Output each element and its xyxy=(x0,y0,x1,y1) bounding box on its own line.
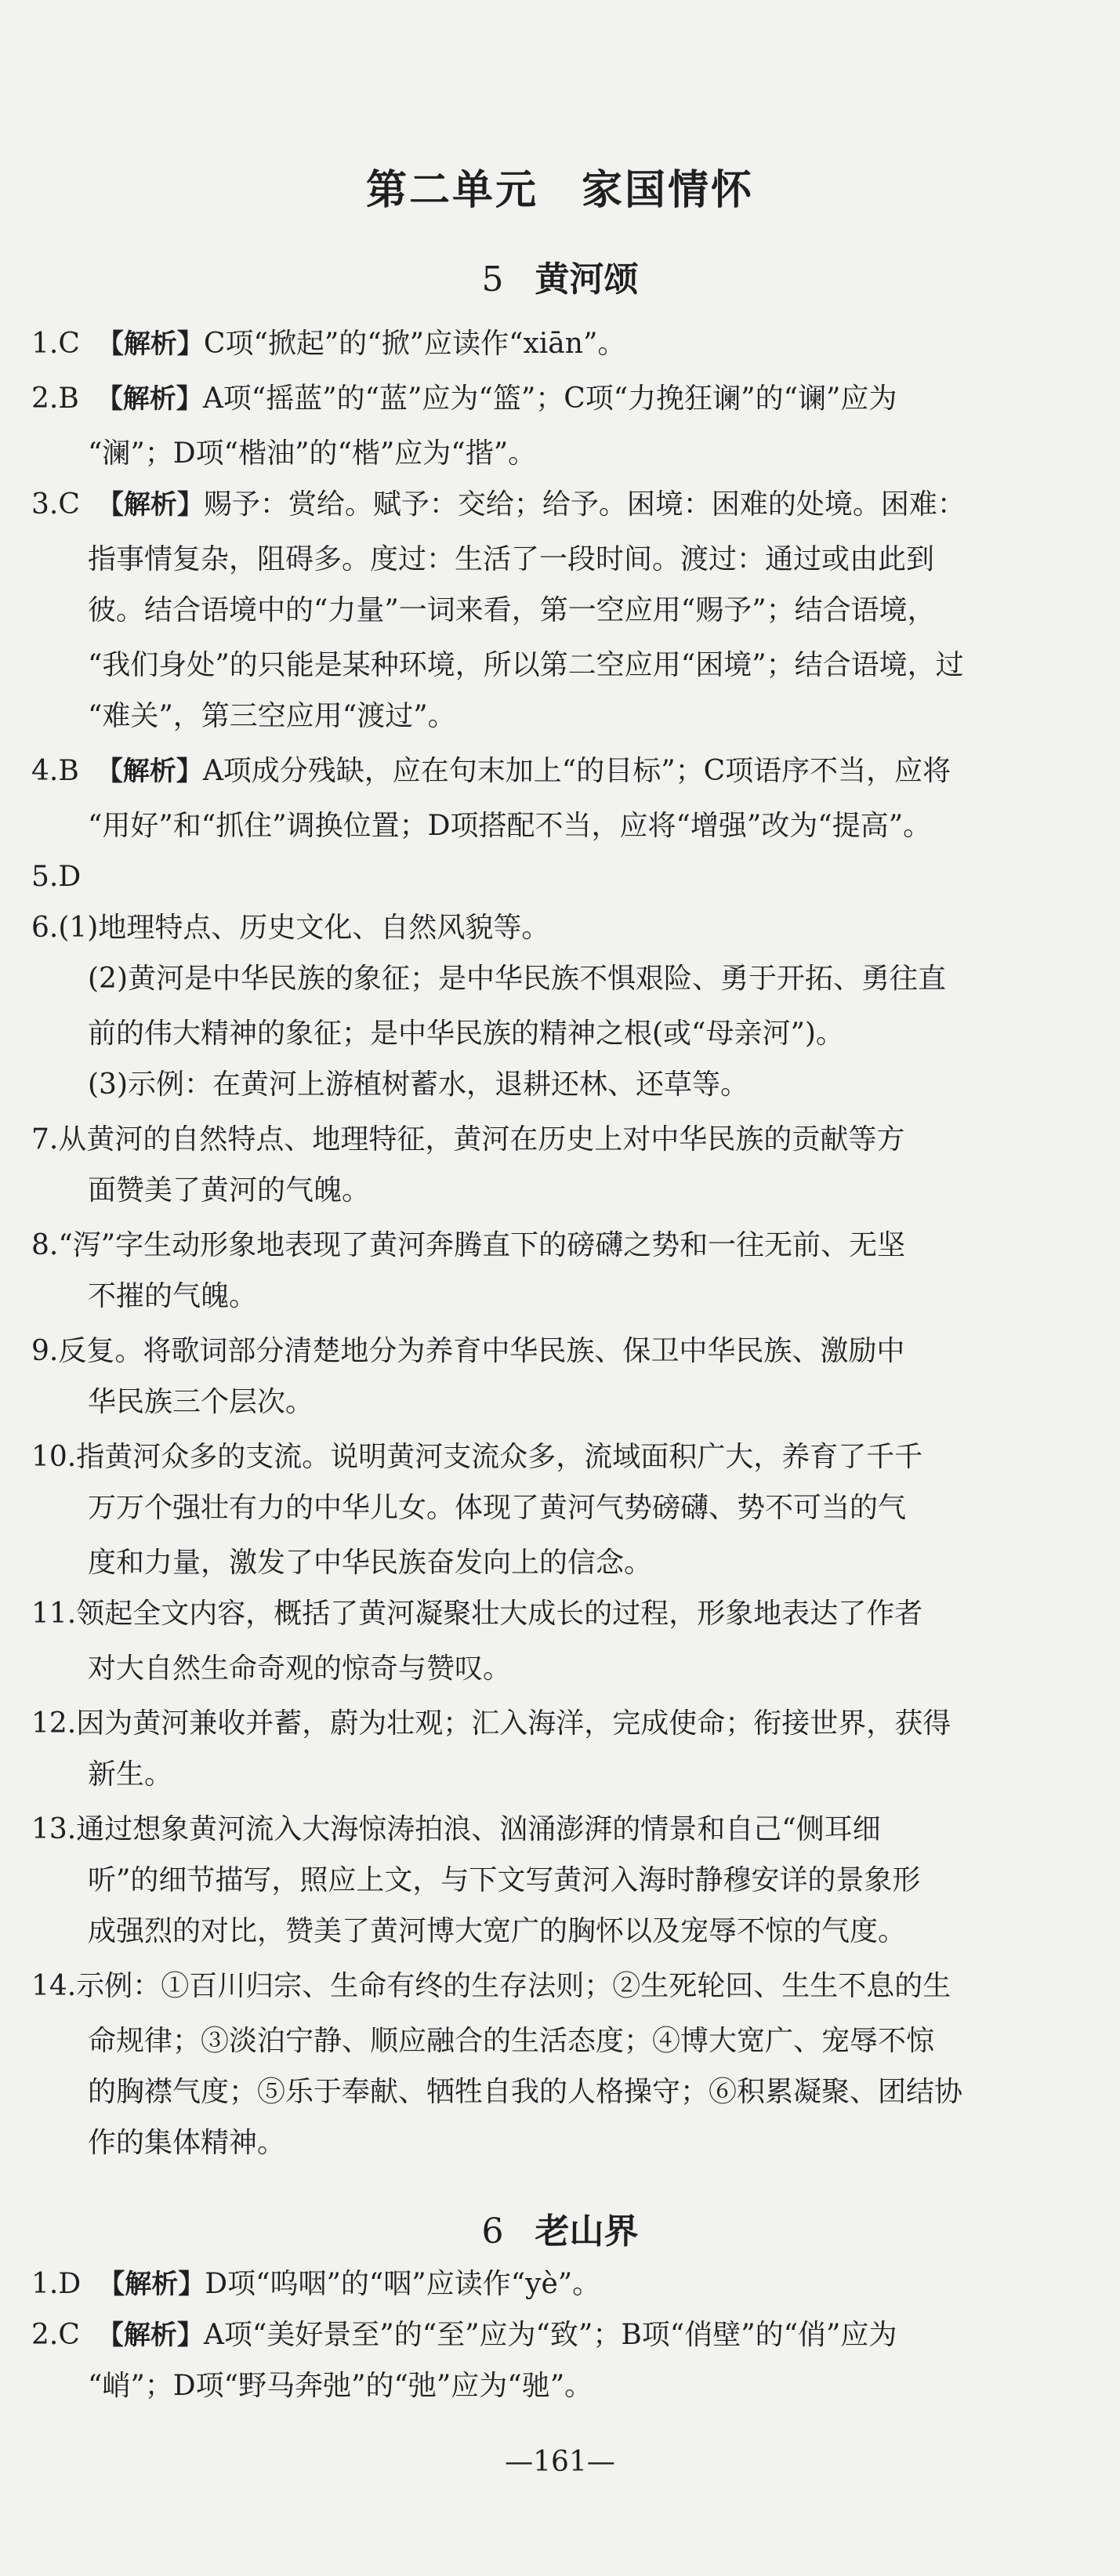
answer-line: 新生。 xyxy=(88,1758,173,1791)
answer-text: 因为黄河兼收并蓄，蔚为壮观；汇入海洋，完成使命；衔接世界，获得 xyxy=(76,1707,951,1740)
answer-line: 听”的细节描写，照应上文，与下文写黄河入海时静穆安详的景象形 xyxy=(88,1864,921,1896)
analysis-tag: 【解析】 xyxy=(96,2320,204,2351)
answer-line: 度和力量，激发了中华民族奋发向上的信念。 xyxy=(88,1547,653,1579)
answer-number-text: 1.D xyxy=(31,2268,82,2300)
answer-text: “泻”字生动形象地表现了黄河奔腾直下的磅礴之势和一往无前、无坚 xyxy=(58,1229,906,1261)
answer-line: 命规律；③淡泊宁静、顺应融合的生活态度；④博大宽广、宠辱不惊 xyxy=(88,2025,935,2057)
answer-number xyxy=(31,1587,922,1641)
answer-number-text: 1.C xyxy=(31,328,80,360)
unit-title: 第二单元 家国情怀 xyxy=(365,167,754,214)
answer-text: 指黄河众多的支流。说明黄河支流众多，流域面积广大，养育了千千 xyxy=(76,1441,923,1473)
answer-number-text: 11. xyxy=(31,1598,77,1630)
answer-number-text: 9. xyxy=(31,1335,59,1367)
answer-line: 不摧的气魄。 xyxy=(88,1280,258,1312)
answer-line: “难关”，第三空应用“渡过”。 xyxy=(88,700,456,732)
answer-line: (2)黄河是中华民族的象征；是中华民族不惧艰险、勇于开拓、勇往直 xyxy=(88,963,946,995)
answer-number xyxy=(31,2258,600,2311)
answer-number-text: 12. xyxy=(31,1707,77,1740)
lesson-title xyxy=(0,251,1120,301)
answer-number xyxy=(31,2309,897,2362)
answer-number xyxy=(31,851,81,904)
answer-number-text: 2.C xyxy=(31,2319,80,2351)
answer-line: 前的伟大精神的象征；是中华民族的精神之根(或“母亲河”)。 xyxy=(88,1018,844,1050)
page-number: —161— xyxy=(505,2446,615,2478)
analysis-tag: 【解析】 xyxy=(96,756,203,787)
answer-line: “用好”和“抓住”调换位置；D项搭配不当，应将“增强”改为“提高”。 xyxy=(88,810,932,842)
answer-number xyxy=(31,372,897,426)
analysis-tag: 【解析】 xyxy=(96,489,204,521)
answer-number xyxy=(31,1431,922,1484)
answer-text: A项成分残缺，应在句末加上“的目标”；C项语序不当，应将 xyxy=(202,755,951,787)
answer-number-text: 4.B xyxy=(31,755,79,787)
answer-number xyxy=(31,1219,905,1272)
answer-number-text: 6. xyxy=(31,912,59,944)
answer-number-text: 2.B xyxy=(31,383,79,415)
answer-number xyxy=(31,902,549,955)
answer-text: 示例：①百川归宗、生命有终的生存法则；②生死轮回、生生不息的生 xyxy=(76,1970,951,2002)
answer-number-text: 7. xyxy=(31,1123,59,1156)
answer-line: “峭”；D项“野马奔弛”的“弛”应为“驰”。 xyxy=(88,2370,593,2402)
answer-line: 指事情复杂，阻碍多。度过：生活了一段时间。渡过：通过或由此到 xyxy=(88,543,935,575)
answer-text: 反复。将歌词部分清楚地分为养育中华民族、保卫中华民族、激励中 xyxy=(58,1335,905,1367)
answer-text: A项“美好景至”的“至”应为“致”；B项“俏壁”的“俏”应为 xyxy=(203,2319,897,2351)
lesson-number: 5 xyxy=(481,259,504,299)
answer-number xyxy=(31,1697,951,1751)
answer-number-text: 8. xyxy=(31,1229,59,1261)
answer-text: 通过想象黄河流入大海惊涛拍浪、汹涌澎湃的情景和自己“侧耳细 xyxy=(76,1813,881,1845)
answer-number-text: 14. xyxy=(31,1970,77,2002)
analysis-tag: 【解析】 xyxy=(96,383,203,415)
answer-line: “我们身处”的只能是某种环境，所以第二空应用“困境”；结合语境，过 xyxy=(88,649,964,681)
lesson-title xyxy=(0,2203,1120,2253)
answer-number xyxy=(31,1960,951,2013)
answer-line: 彼。结合语境中的“力量”一词来看，第一空应用“赐予”；结合语境， xyxy=(88,594,936,626)
lesson-number: 6 xyxy=(481,2211,504,2251)
answer-line: 面赞美了黄河的气魄。 xyxy=(88,1174,371,1206)
answer-line: 作的集体精神。 xyxy=(88,2127,286,2159)
answer-number xyxy=(31,317,625,371)
analysis-tag: 【解析】 xyxy=(98,2269,205,2300)
answer-line: 华民族三个层次。 xyxy=(88,1386,314,1418)
answer-text: D项“呜咽”的“咽”应读作“yè”。 xyxy=(205,2268,601,2300)
answer-line: “澜”；D项“楷油”的“楷”应为“揩”。 xyxy=(88,437,537,470)
answer-line: (3)示例：在黄河上游植树蓄水，退耕还林、还草等。 xyxy=(88,1068,748,1101)
answer-text: A项“摇蓝”的“蓝”应为“篮”；C项“力挽狂谰”的“谰”应为 xyxy=(202,383,897,415)
answer-line: 万万个强壮有力的中华儿女。体现了黄河气势磅礴、势不可当的气 xyxy=(88,1492,907,1524)
answer-number-text: 5.D xyxy=(31,861,82,893)
answer-number-text: 10. xyxy=(31,1441,77,1473)
answer-text: (1)地理特点、历史文化、自然风貌等。 xyxy=(58,912,550,944)
lesson-name: 黄河颂 xyxy=(535,259,639,299)
answer-number-text: 3.C xyxy=(31,488,80,521)
answer-line: 的胸襟气度；⑤乐于奉献、牺牲自我的人格操守；⑥积累凝聚、团结协 xyxy=(88,2076,963,2108)
answer-number xyxy=(31,745,951,798)
answer-text: C项“掀起”的“掀”应读作“xiān”。 xyxy=(203,328,626,360)
answer-number xyxy=(31,478,966,532)
answer-line: 对大自然生命奇观的惊奇与赞叹。 xyxy=(88,1653,512,1685)
answer-text: 赐予：赏给。赋予：交给；给予。困境：困难的处境。困难： xyxy=(203,488,966,521)
answer-line: 成强烈的对比，赞美了黄河博大宽广的胸怀以及宠辱不惊的气度。 xyxy=(88,1915,907,1947)
lesson-name: 老山界 xyxy=(535,2211,639,2251)
answer-number xyxy=(31,1803,881,1856)
answer-number xyxy=(31,1325,904,1378)
answer-number-text: 13. xyxy=(31,1813,77,1845)
analysis-tag: 【解析】 xyxy=(96,328,204,360)
answer-text: 领起全文内容，概括了黄河凝聚壮大成长的过程，形象地表达了作者 xyxy=(76,1598,923,1630)
answer-number xyxy=(31,1113,904,1166)
answer-text: 从黄河的自然特点、地理特征，黄河在历史上对中华民族的贡献等方 xyxy=(58,1123,905,1156)
